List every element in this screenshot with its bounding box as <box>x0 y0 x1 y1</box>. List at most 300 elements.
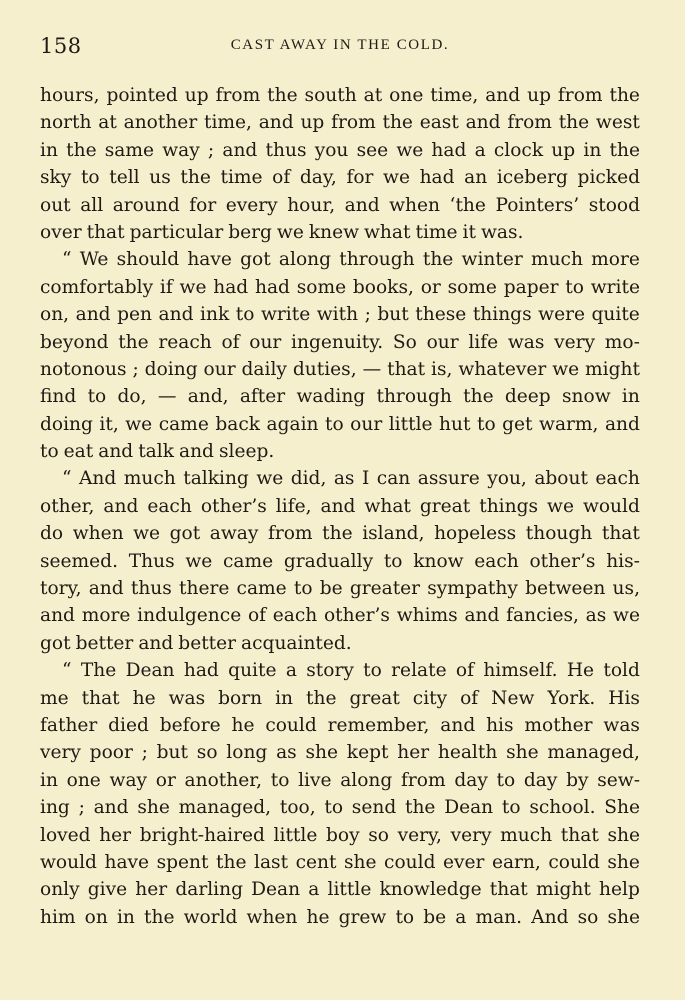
word: over <box>40 221 82 243</box>
word: time, <box>430 85 479 106</box>
word: told <box>603 660 640 682</box>
word: and <box>88 578 124 600</box>
word: long <box>226 742 268 764</box>
word: I <box>361 468 370 490</box>
word: what <box>364 495 411 517</box>
word: sympathy <box>427 578 518 600</box>
word: had <box>183 660 219 682</box>
word: and <box>604 413 640 435</box>
word: earn, <box>491 851 541 873</box>
word: very, <box>397 824 442 846</box>
text-line <box>40 685 640 712</box>
word: he <box>132 687 156 709</box>
word: York. <box>547 687 596 709</box>
word: every <box>225 194 278 216</box>
word: more <box>81 605 131 627</box>
word: along <box>340 769 393 791</box>
word: himself. <box>483 660 558 682</box>
word: his <box>486 714 514 736</box>
word: sew- <box>597 769 640 791</box>
word: south <box>304 85 357 106</box>
word: the <box>422 249 454 271</box>
word: of <box>221 331 240 353</box>
word: when <box>389 194 441 216</box>
word: have <box>187 249 232 271</box>
word: ; <box>78 797 85 819</box>
word: Dean <box>251 879 301 901</box>
word: iceberg <box>496 167 568 189</box>
text-line <box>40 383 640 410</box>
word: kept <box>346 742 389 764</box>
word: much <box>500 824 553 846</box>
word: write <box>590 276 640 298</box>
word: up <box>300 112 325 134</box>
word: could <box>548 851 600 873</box>
word: a <box>308 879 320 901</box>
word: she <box>607 906 640 928</box>
word: to <box>235 304 255 326</box>
word: in <box>40 769 58 791</box>
word: we <box>276 221 304 243</box>
word: with <box>316 304 359 326</box>
word: that <box>81 687 120 709</box>
word: and <box>465 112 501 134</box>
word: the <box>382 112 413 134</box>
word: could <box>384 851 436 873</box>
text-line <box>40 657 640 684</box>
text-line <box>40 356 640 383</box>
word: all <box>80 194 104 216</box>
word: you, <box>487 468 527 490</box>
word: from <box>557 85 603 106</box>
word: — <box>157 386 177 408</box>
word: wading <box>296 386 366 408</box>
word: came <box>158 413 209 435</box>
word: or <box>420 276 441 298</box>
word: much <box>530 249 583 271</box>
word: one <box>389 85 424 106</box>
word: were <box>538 304 585 326</box>
word: managed, <box>547 742 640 764</box>
word: and <box>103 495 139 517</box>
word: ; <box>132 358 139 380</box>
word: to <box>293 578 313 600</box>
word: pen <box>117 304 153 326</box>
text-line <box>40 82 640 109</box>
word: day <box>454 769 488 791</box>
word: write <box>260 304 311 326</box>
word: mother <box>524 714 593 736</box>
word: she <box>305 742 339 764</box>
word: it, <box>99 413 119 435</box>
word: gradually <box>283 550 374 572</box>
word: hour, <box>287 194 336 216</box>
word: and <box>158 304 194 326</box>
word: day <box>523 769 558 791</box>
word: managed, <box>178 797 272 819</box>
word: up <box>184 85 209 106</box>
text-line <box>40 602 640 629</box>
word: comfortably <box>40 276 154 298</box>
word: we <box>547 495 574 517</box>
word: what <box>364 221 411 243</box>
word: to <box>501 797 521 819</box>
word: that <box>387 358 426 380</box>
word: more <box>591 249 640 271</box>
word: was. <box>480 221 524 243</box>
word: again <box>266 413 319 435</box>
word: so <box>368 824 389 846</box>
word: between <box>525 578 606 600</box>
word: got <box>40 632 71 654</box>
word: the <box>558 112 590 134</box>
word: and <box>440 714 476 736</box>
word: to <box>496 769 516 791</box>
word: bright-haired <box>139 824 265 846</box>
word: to <box>87 386 107 408</box>
word: And <box>531 906 569 928</box>
word: notonous <box>40 358 127 380</box>
word: the <box>144 906 175 928</box>
word: deep <box>504 386 551 408</box>
word: in <box>621 386 640 408</box>
word: other’s <box>200 495 267 517</box>
word: came <box>236 578 287 600</box>
word: whatever <box>458 358 547 380</box>
word: only <box>40 879 80 901</box>
word: Pointers’ <box>495 194 580 216</box>
word: school. <box>529 797 596 819</box>
word: another, <box>184 769 263 791</box>
word: the <box>267 85 298 106</box>
word: of <box>247 605 267 627</box>
word: life, <box>275 495 312 517</box>
word: that <box>489 879 528 901</box>
word: we <box>256 468 284 490</box>
word: remember, <box>327 714 430 736</box>
text-line <box>40 876 640 903</box>
word: by <box>566 769 589 791</box>
text-line <box>40 246 640 273</box>
word: in <box>40 139 58 161</box>
word: much <box>123 468 176 490</box>
word: way <box>109 769 148 791</box>
word: could <box>265 714 317 736</box>
word: her <box>397 742 430 764</box>
text-line <box>40 767 640 794</box>
word: day, <box>299 167 337 189</box>
word: that <box>86 221 125 243</box>
word: relate <box>391 660 447 682</box>
word: and <box>75 304 111 326</box>
word: we <box>133 523 161 545</box>
word: the <box>463 386 494 408</box>
word: snow <box>562 386 611 408</box>
word: when <box>246 906 298 928</box>
word: on <box>84 906 108 928</box>
word: reach <box>158 331 212 353</box>
running-title: CAST AWAY IN THE COLD. <box>230 37 450 53</box>
word: back <box>215 413 260 435</box>
word: of <box>460 687 479 709</box>
word: to <box>40 441 59 463</box>
word: that <box>601 523 640 545</box>
word: in <box>116 906 135 928</box>
word: thus <box>130 578 172 600</box>
word: same <box>104 139 155 161</box>
word: around <box>112 194 180 216</box>
word: tell <box>109 167 140 189</box>
word: north <box>40 112 92 134</box>
word: time <box>415 221 458 243</box>
word: things <box>479 495 539 517</box>
word: knew <box>308 221 360 243</box>
word: at <box>363 85 383 106</box>
word: the <box>609 139 640 161</box>
word: up <box>551 139 576 161</box>
word: grew <box>338 906 387 928</box>
word: island, <box>362 523 425 545</box>
word: our <box>350 413 383 435</box>
text-line <box>40 465 640 492</box>
word: our <box>426 331 459 353</box>
word: help <box>599 879 640 901</box>
word: us <box>149 167 171 189</box>
word: great <box>349 687 400 709</box>
word: pointed <box>106 85 178 106</box>
word: and <box>258 112 294 134</box>
word: it <box>462 221 476 243</box>
word: be <box>423 906 447 928</box>
word: and <box>222 139 258 161</box>
word: can <box>376 468 411 490</box>
word: should <box>116 249 180 271</box>
word: He <box>566 660 595 682</box>
word: had <box>431 139 467 161</box>
word: the <box>306 687 337 709</box>
word: story <box>306 660 354 682</box>
running-head <box>40 34 640 58</box>
word: very <box>554 331 596 353</box>
word: beyond <box>40 331 109 353</box>
word: know <box>413 550 464 572</box>
word: through <box>339 249 415 271</box>
word: there <box>179 578 230 600</box>
text-line <box>40 904 640 931</box>
word: and <box>178 441 214 463</box>
word: each <box>272 605 318 627</box>
word: might <box>535 879 591 901</box>
word: a <box>455 906 467 928</box>
word: to <box>565 276 584 298</box>
word: “ <box>62 468 72 490</box>
text-line <box>40 575 640 602</box>
word: us, <box>612 578 640 600</box>
word: she <box>506 742 539 764</box>
word: or <box>155 769 176 791</box>
word: would <box>40 851 97 873</box>
word: his- <box>606 550 640 572</box>
word: She <box>604 797 640 819</box>
word: an <box>464 167 488 189</box>
word: the <box>609 85 640 106</box>
word: to <box>324 797 344 819</box>
word: in <box>275 687 294 709</box>
word: and <box>344 194 380 216</box>
word: to <box>363 660 382 682</box>
word: and <box>40 605 75 627</box>
word: her <box>135 879 168 901</box>
word: if <box>159 276 173 298</box>
word: quite <box>228 660 277 682</box>
word: little <box>273 824 318 846</box>
word: for <box>346 167 374 189</box>
word: and <box>98 441 134 463</box>
word: our <box>249 331 282 353</box>
word: born <box>218 687 263 709</box>
word: hut <box>439 413 471 435</box>
word: Dean <box>125 660 175 682</box>
word: spent <box>156 851 209 873</box>
word: greater <box>349 578 421 600</box>
word: health <box>437 742 498 764</box>
word: from <box>215 85 261 106</box>
word: “ <box>62 660 72 682</box>
word: books, <box>352 276 414 298</box>
word: other’s <box>323 605 390 627</box>
word: last <box>254 851 289 873</box>
text-line <box>40 630 640 657</box>
word: the <box>404 797 436 819</box>
word: we <box>185 550 213 572</box>
word: she <box>137 797 170 819</box>
word: ; <box>364 304 371 326</box>
word: ever <box>443 851 485 873</box>
word: So <box>392 331 417 353</box>
page-number: 158 <box>40 34 82 58</box>
text-line <box>40 109 640 136</box>
word: after <box>239 386 286 408</box>
word: cent <box>295 851 337 873</box>
word: east <box>419 112 459 134</box>
word: to <box>383 550 403 572</box>
word: father <box>40 714 98 736</box>
word: had <box>419 167 455 189</box>
word: these <box>415 304 467 326</box>
word: other’s <box>529 550 596 572</box>
word: she <box>343 851 377 873</box>
word: live <box>298 769 332 791</box>
word: hours, <box>40 85 100 106</box>
word: quite <box>591 304 640 326</box>
word: came <box>222 550 274 572</box>
word: had <box>213 276 249 298</box>
word: darling <box>175 879 243 901</box>
body-text <box>40 82 640 931</box>
word: be <box>319 578 343 600</box>
word: give <box>87 879 128 901</box>
word: too, <box>279 797 316 819</box>
word: ing <box>40 797 70 819</box>
word: talking <box>183 468 249 490</box>
word: little <box>327 879 372 901</box>
word: as <box>276 742 297 764</box>
text-line <box>40 329 640 356</box>
word: indulgence <box>137 605 242 627</box>
text-line <box>40 438 640 465</box>
text-line <box>40 822 640 849</box>
word: so <box>577 906 599 928</box>
word: paper <box>503 276 559 298</box>
word: to <box>395 906 415 928</box>
word: Thus <box>128 550 175 572</box>
word: we <box>179 276 207 298</box>
text-line <box>40 192 640 219</box>
word: so <box>196 742 218 764</box>
word: from <box>331 112 376 134</box>
word: hopeless <box>434 523 517 545</box>
word: west <box>595 112 640 134</box>
word: was <box>603 714 640 736</box>
word: for <box>189 194 217 216</box>
word: but <box>156 742 189 764</box>
word: man. <box>475 906 523 928</box>
word: New <box>491 687 535 709</box>
word: through <box>376 386 452 408</box>
word: doing <box>40 413 93 435</box>
word: is, <box>431 358 453 380</box>
word: we <box>552 358 580 380</box>
word: him <box>40 906 76 928</box>
word: better <box>75 632 134 654</box>
text-line <box>40 301 640 328</box>
word: a <box>285 660 297 682</box>
word: ; <box>141 742 148 764</box>
word: The <box>80 660 117 682</box>
text-line <box>40 137 640 164</box>
word: the <box>66 139 97 161</box>
word: have <box>104 851 150 873</box>
word: time, <box>203 112 252 134</box>
word: picked <box>577 167 640 189</box>
text-line <box>40 739 640 766</box>
word: died <box>108 714 149 736</box>
text-line <box>40 849 640 876</box>
word: ingenuity. <box>291 331 384 353</box>
text-line <box>40 411 640 438</box>
word: before <box>159 714 221 736</box>
word: away <box>209 523 259 545</box>
word: as <box>585 605 607 627</box>
word: knowledge <box>379 879 482 901</box>
word: she <box>607 824 640 846</box>
word: world <box>183 906 238 928</box>
word: ; <box>207 139 215 161</box>
word: seemed. <box>40 550 118 572</box>
word: would <box>582 495 640 517</box>
word: to <box>270 769 290 791</box>
word: some <box>296 276 347 298</box>
word: sky <box>40 167 72 189</box>
word: berg <box>228 221 272 243</box>
word: do <box>40 523 64 545</box>
word: had <box>254 276 290 298</box>
word: but <box>377 304 409 326</box>
word: loved <box>40 824 91 846</box>
word: get <box>502 413 533 435</box>
word: whims <box>396 605 458 627</box>
word: assure <box>417 468 480 490</box>
